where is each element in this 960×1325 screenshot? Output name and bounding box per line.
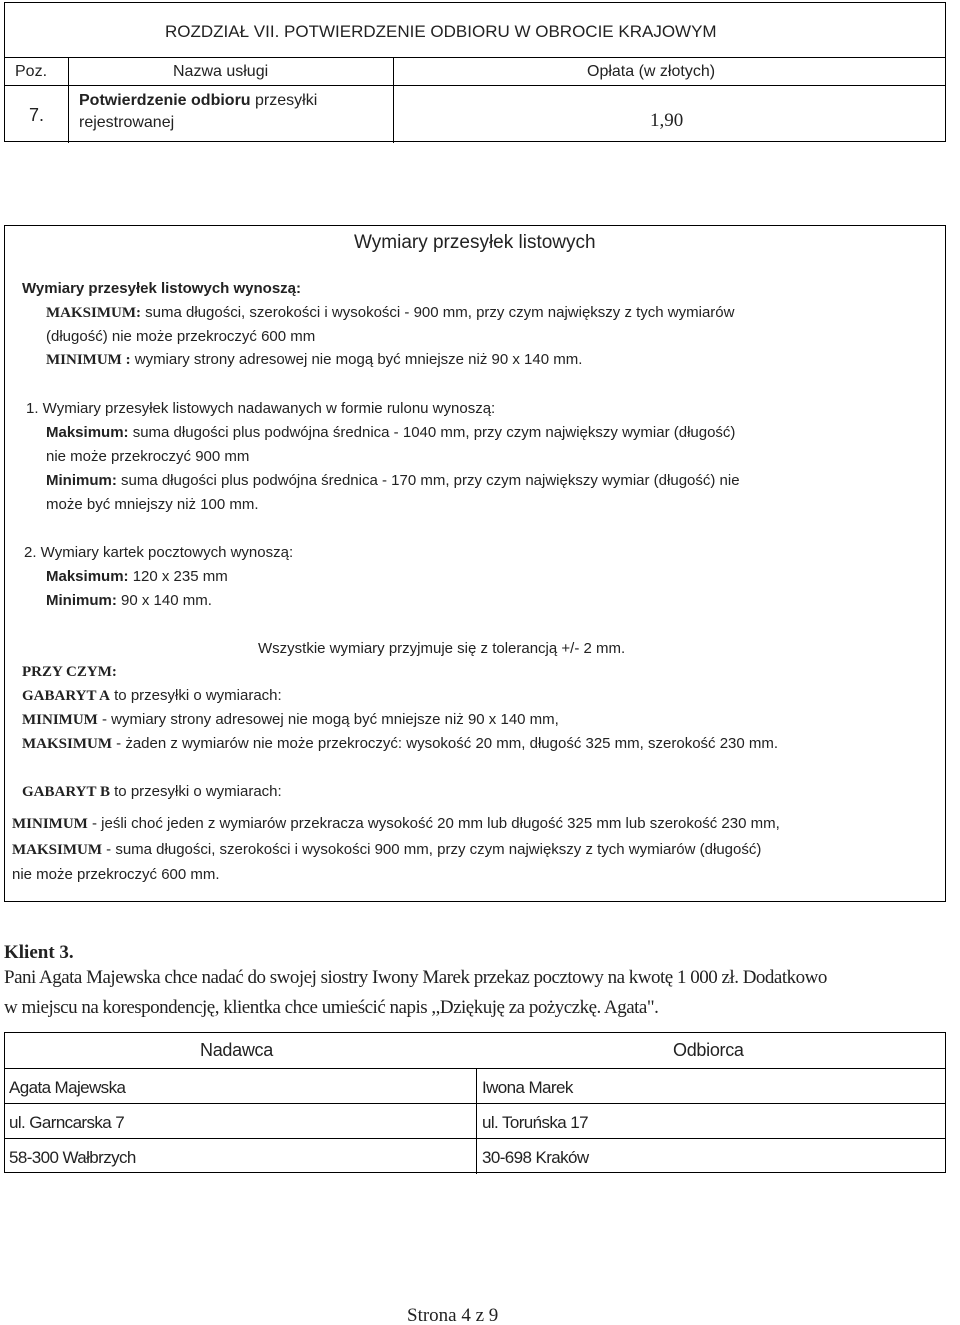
sender-name: Agata Majewska: [9, 1078, 126, 1097]
client-task-line1: Pani Agata Majewska chce nadać do swojej siostry Iwony Marek przekaz pocztowy na kwotę 1 000 zł. Dodatkowo: [4, 967, 827, 988]
max-label: MAKSIMUM:: [46, 305, 141, 321]
table-divider: [68, 57, 69, 143]
roll-heading: 1. Wymiary przesyłek listowych nadawanych w formie rulonu wynoszą:: [26, 400, 496, 417]
service-fee: 1,90: [650, 110, 684, 131]
sender-street: ul. Garncarska 7: [9, 1113, 125, 1132]
roll-min-line: [46, 471, 740, 491]
column-header-service-name: Nazwa usługi: [173, 63, 269, 80]
sender-city: 58-300 Wałbrzych: [9, 1148, 136, 1167]
card-min-label: Minimum:: [46, 592, 117, 609]
gabaryt-a-max-text: - żaden z wymiarów nie może przekroczyć: wysokość 20 mm, długość 325 mm, szerokość 230 mm.: [112, 735, 779, 752]
roll-max-line: [46, 423, 735, 443]
roll-min-text: suma długości plus podwójna średnica - 170 mm, przy czym największy wymiar (długość) nie: [116, 472, 740, 489]
gabaryt-b-max-line: [12, 840, 761, 860]
service-fee-table: [4, 2, 946, 142]
gabaryt-b-line: [22, 782, 282, 802]
gabaryt-b-max-label: MAKSIMUM: [12, 842, 102, 858]
gabaryt-a-line: [22, 686, 282, 706]
column-header-fee: Opłata (w złotych): [587, 63, 716, 80]
max-text: suma długości, szerokości i wysokości - 900 mm, przy czym największy z tych wymiarów: [140, 304, 735, 321]
card-max-label: Maksimum:: [46, 568, 129, 585]
przy-czym-label: PRZY CZYM:: [22, 664, 117, 680]
service-number: 7.: [29, 105, 45, 125]
address-table: [4, 1032, 946, 1173]
gabaryt-a-max-label: MAKSIMUM: [22, 736, 112, 752]
service-name-rest: przesyłki: [250, 92, 318, 109]
dimensions-intro: Wymiary przesyłek listowych wynoszą:: [22, 280, 302, 297]
table-divider: [5, 85, 945, 86]
card-heading: 2. Wymiary kartek pocztowych wynoszą:: [24, 544, 294, 561]
recipient-name: Iwona Marek: [482, 1078, 573, 1097]
roll-max-text: suma długości plus podwójna średnica - 1040 mm, przy czym największy wymiar (długość): [128, 424, 736, 441]
table-divider: [393, 57, 394, 143]
tolerance-note: Wszystkie wymiary przyjmuje się z tolerancją +/- 2 mm.: [258, 640, 626, 657]
table-divider: [476, 1068, 477, 1174]
card-min-text: 90 x 140 mm.: [116, 592, 212, 609]
roll-max-label: Maksimum:: [46, 424, 129, 441]
card-max-line: [46, 567, 228, 587]
recipient-header: Odbiorca: [673, 1040, 744, 1060]
max-line: [46, 303, 734, 323]
gabaryt-a-min-label: MINIMUM: [22, 712, 98, 728]
table-divider: [5, 1103, 945, 1104]
table-divider: [5, 57, 945, 58]
gabaryt-a-max-line: [22, 734, 778, 754]
recipient-street: ul. Toruńska 17: [482, 1113, 588, 1132]
roll-min-label: Minimum:: [46, 472, 117, 489]
column-header-position: Poz.: [15, 63, 48, 80]
sender-header: Nadawca: [200, 1040, 273, 1060]
gabaryt-b-min-line: [12, 814, 780, 834]
service-name-line1: [79, 91, 317, 111]
gabaryt-b-min-text: - jeśli choć jeden z wymiarów przekracza wysokość 20 mm lub długość 325 mm lub szerokość 230 mm,: [87, 815, 780, 832]
table-divider: [5, 1068, 945, 1069]
min-label: MINIMUM :: [46, 352, 131, 368]
roll-min-line-2: może być mniejszy niż 100 mm.: [46, 496, 259, 513]
roll-max-line-2: nie może przekroczyć 900 mm: [46, 448, 250, 465]
service-name-bold: Potwierdzenie odbioru: [79, 92, 251, 109]
client-task-line2: w miejscu na korespondencję, klientka chce umieścić napis ,,Dziękuję za pożyczkę. Agata".: [4, 997, 659, 1018]
gabaryt-a-min-line: [22, 710, 559, 730]
gabaryt-b-text: to przesyłki o wymiarach:: [109, 783, 282, 800]
gabaryt-b-label: GABARYT B: [22, 784, 110, 800]
gabaryt-a-min-text: - wymiary strony adresowej nie mogą być mniejsze niż 90 x 140 mm,: [97, 711, 559, 728]
max-line-2: (długość) nie może przekroczyć 600 mm: [46, 328, 316, 345]
page-number: Strona 4 z 9: [407, 1305, 499, 1325]
gabaryt-b-min-label: MINIMUM: [12, 816, 88, 832]
table-divider: [5, 1138, 945, 1139]
gabaryt-b-max-text: - suma długości, szerokości i wysokości 900 mm, przy czym największy z tych wymiarów (długość): [102, 841, 762, 858]
min-text: wymiary strony adresowej nie mogą być mniejsze niż 90 x 140 mm.: [130, 351, 583, 368]
client-title: Klient 3.: [4, 942, 74, 963]
service-name-line2: rejestrowanej: [79, 114, 175, 131]
min-line: [46, 350, 582, 370]
gabaryt-b-max-line-2: nie może przekroczyć 600 mm.: [12, 866, 220, 883]
recipient-city: 30-698 Kraków: [482, 1148, 589, 1167]
gabaryt-a-label: GABARYT A: [22, 688, 110, 704]
card-max-text: 120 x 235 mm: [128, 568, 228, 585]
chapter-heading: ROZDZIAŁ VII. POTWIERDZENIE ODBIORU W OBROCIE KRAJOWYM: [165, 22, 717, 41]
dimensions-title: Wymiary przesyłek listowych: [354, 232, 596, 253]
gabaryt-a-text: to przesyłki o wymiarach:: [109, 687, 282, 704]
card-min-line: [46, 591, 212, 611]
